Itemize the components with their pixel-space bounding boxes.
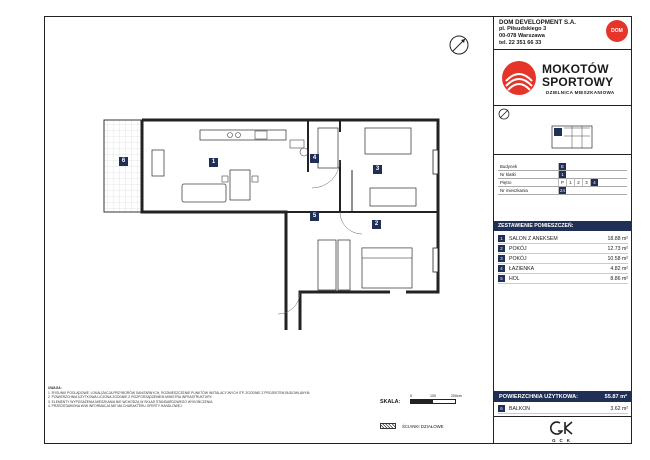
site-plan xyxy=(494,105,632,155)
room-area: 8.86 m² xyxy=(610,275,628,282)
room-name: POKÓJ xyxy=(509,255,527,262)
info-row-apartment xyxy=(498,187,627,195)
project-tagline: DZIELNICA MIESZKANIOWA xyxy=(546,90,615,95)
room-name: POKÓJ xyxy=(509,245,527,252)
info-sidebar xyxy=(493,16,632,444)
list-item xyxy=(498,254,628,264)
legend-walls xyxy=(380,423,444,429)
developer-name: DOM DEVELOPMENT S.A. xyxy=(499,19,577,26)
room-number: 2 xyxy=(498,245,505,252)
plan-tag-hall: 5 xyxy=(310,212,319,221)
plan-tag-balcony: 6 xyxy=(119,157,128,166)
project-logo-icon xyxy=(500,59,538,97)
total-area-label: POWIERZCHNIA UŻYTKOWA: xyxy=(499,393,579,400)
room-name: HOL xyxy=(509,275,520,282)
floor-plan-drawing xyxy=(90,40,450,330)
rooms-section-title: ZESTAWIENIE POMIESZCZEŃ: xyxy=(494,221,632,231)
note-4: 4. PRZEDSTAWIONA W/W INFORMACJA NIE MA CHARAKTERU OFERTY HANDLOWEJ. xyxy=(48,404,183,409)
scale-bar-fill xyxy=(411,400,433,403)
project-logo xyxy=(494,51,632,105)
info-cell: 24 xyxy=(558,187,566,194)
room-name: BALKON xyxy=(509,405,531,412)
room-area: 4.82 m² xyxy=(610,265,628,272)
plan-tag-room-3: 3 xyxy=(373,165,382,174)
info-cell: 1 xyxy=(566,179,574,186)
room-area: 12.73 m² xyxy=(607,245,628,252)
info-cell: P xyxy=(558,179,566,186)
gck-logo-area xyxy=(494,416,632,444)
project-name-line1: MOKOTÓW xyxy=(542,62,609,76)
room-area: 10.58 m² xyxy=(607,255,628,262)
info-row-building xyxy=(498,163,627,171)
plan-tag-room-2: 2 xyxy=(372,220,381,229)
info-label: Budynek xyxy=(500,164,518,169)
info-label: Piętro xyxy=(500,180,512,185)
list-item xyxy=(498,274,628,284)
plan-notes xyxy=(48,386,378,409)
developer-city: 00-078 Warszawa xyxy=(499,33,545,39)
room-list xyxy=(498,234,628,284)
list-item xyxy=(498,234,628,244)
plan-tag-bathroom: 4 xyxy=(310,154,319,163)
info-label: Nr mieszkania xyxy=(500,188,528,193)
scale-tick-200: 200cm xyxy=(451,394,462,398)
room-area: 18.88 m² xyxy=(607,235,628,242)
total-area-value: 55.87 m² xyxy=(604,393,627,400)
developer-street: pl. Piłsudskiego 3 xyxy=(499,26,547,32)
legend-walls-label: ŚCIANKI DZIAŁOWE xyxy=(402,423,444,429)
project-name-line2: SPORTOWY xyxy=(542,75,614,89)
gck-logo-text: GCK xyxy=(552,438,574,443)
note-3: 3. ELEMENTY WYPOSAŻENIA MIESZKANIA NIE WCHODZĄ W SKŁAD STANDARDOWEGO WYKOŃCZENIA. xyxy=(48,399,214,404)
info-row-floor xyxy=(498,179,627,187)
room-number: 6 xyxy=(498,405,505,412)
room-number: 5 xyxy=(498,275,505,282)
info-cell: 4 xyxy=(590,179,598,186)
info-cell: 3 xyxy=(582,179,590,186)
notes-title: UWAGA: xyxy=(48,386,62,390)
gck-logo-icon xyxy=(550,420,576,436)
scale-tick-100: 100 xyxy=(430,394,436,398)
balcony-area xyxy=(104,120,142,212)
room-area: 3.62 m² xyxy=(610,405,628,412)
room-number: 1 xyxy=(498,235,505,242)
info-cell: E xyxy=(558,163,566,170)
balcony-row xyxy=(498,404,628,414)
developer-box xyxy=(494,16,632,50)
plan-tag-living: 1 xyxy=(209,158,218,167)
room-name: ŁAZIENKA xyxy=(509,265,535,272)
scale-label: SKALA: xyxy=(380,399,401,405)
note-1: 1. RYSUNKI POGLĄDOWE. LOKALIZACJA PRZYBORÓW SANITARNYCH, ROZMIESZCZENIE PUNKTÓW INSTALACYJNYCH ITP. ZGODNIE Z PROJEKTEM BUDOWLANYM. xyxy=(48,390,311,395)
list-item xyxy=(498,244,628,254)
scale-bar xyxy=(410,394,462,404)
list-item xyxy=(498,264,628,274)
scale-legend xyxy=(380,394,490,436)
apartment-info-table xyxy=(498,163,627,195)
info-label: Nr klatki xyxy=(500,172,516,177)
wall-hatch-swatch xyxy=(380,423,396,429)
developer-phone: tel. 22 351 66 33 xyxy=(499,40,542,46)
info-row-staircase xyxy=(498,171,627,179)
note-2: 2. POWIERZCHNIA UŻYTKOWA LICZONA ZGODNIE Z ROZPORZĄDZENIEM MINISTRA INFRASTRUKTURY. xyxy=(48,395,213,400)
total-area-bar xyxy=(494,391,632,402)
dom-logo: DOM xyxy=(606,20,628,42)
info-cell: 1 xyxy=(558,171,566,178)
list-item xyxy=(498,404,628,414)
info-cell: 2 xyxy=(574,179,582,186)
scale-tick-0: 0 xyxy=(410,394,412,398)
room-name: SALON Z ANEKSEM xyxy=(509,235,558,242)
compass-icon xyxy=(448,34,470,56)
site-plan-drawing xyxy=(494,106,632,156)
room-number: 3 xyxy=(498,255,505,262)
room-number: 4 xyxy=(498,265,505,272)
floor-plan xyxy=(90,40,450,330)
